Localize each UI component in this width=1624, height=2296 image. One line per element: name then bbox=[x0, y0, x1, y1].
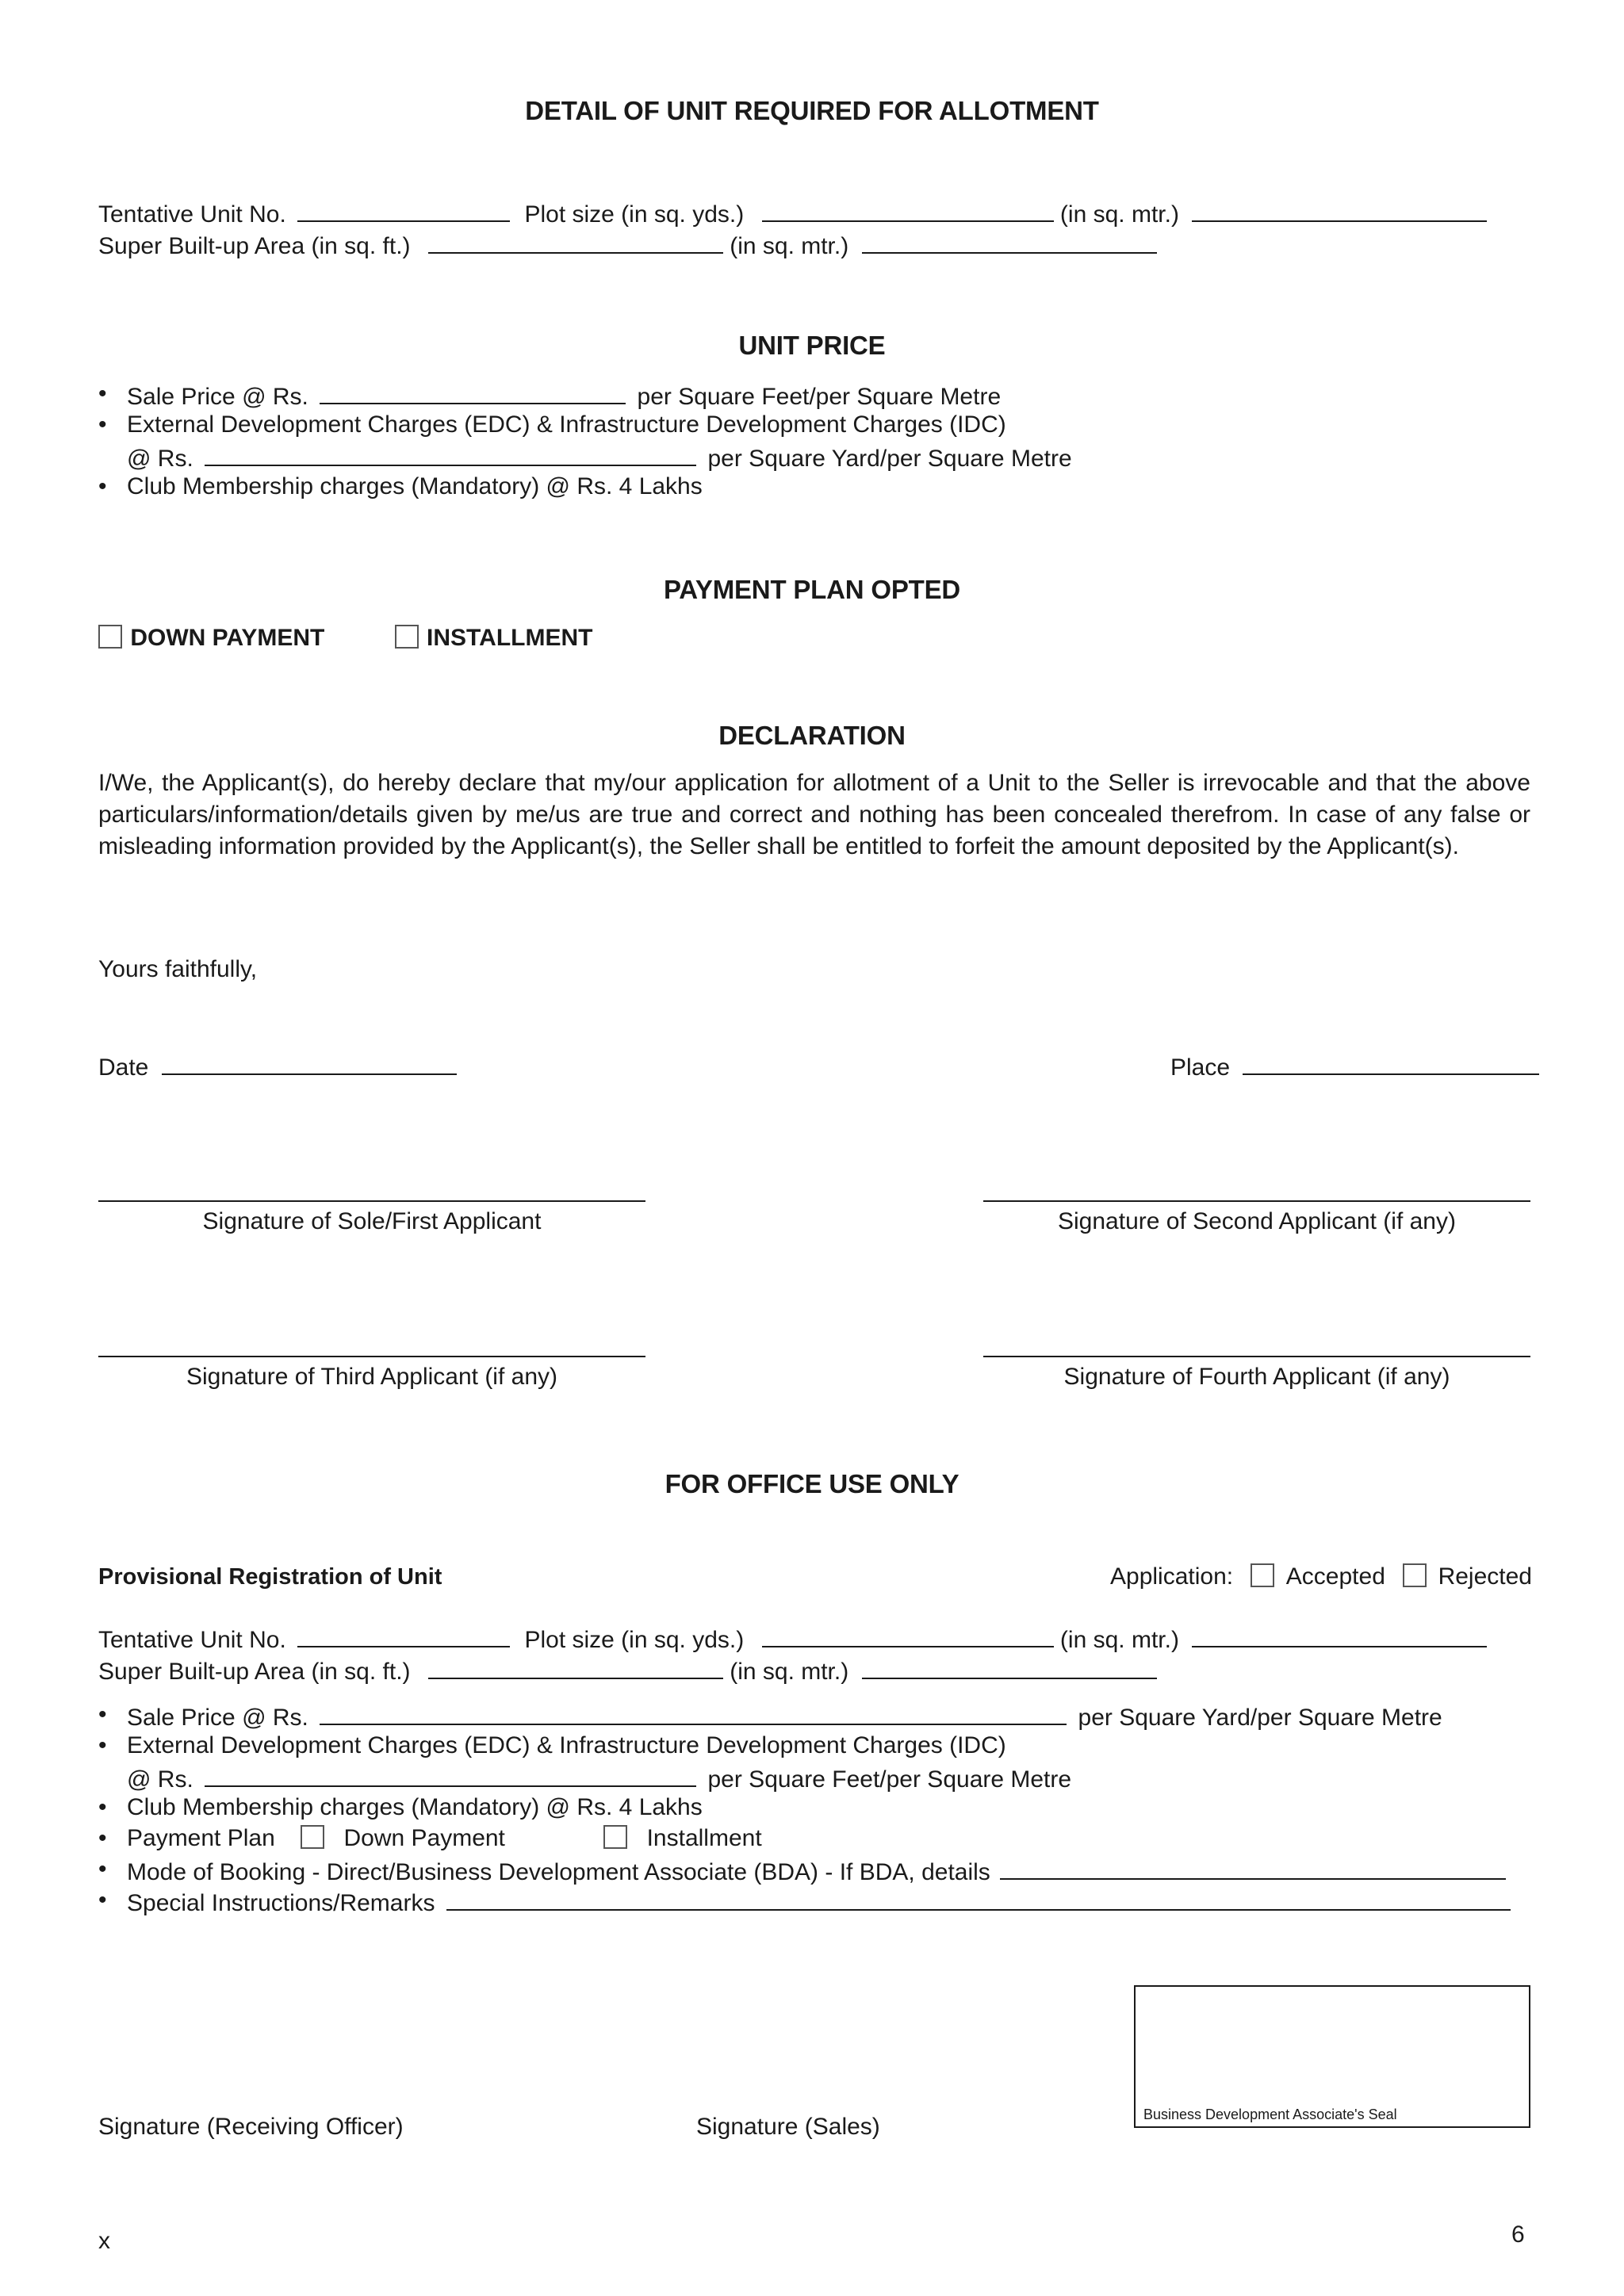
super-built-sqft-field[interactable] bbox=[428, 228, 723, 254]
rejected-label: Rejected bbox=[1438, 1563, 1532, 1590]
installment-checkbox[interactable] bbox=[395, 625, 419, 649]
plot-size-yds-field[interactable] bbox=[762, 197, 1054, 222]
signature-line-fourth[interactable] bbox=[983, 1356, 1530, 1357]
office-sale-price-row bbox=[127, 1700, 1442, 1733]
super-built-mtr-field[interactable] bbox=[862, 228, 1157, 254]
office-detail-row-2 bbox=[98, 1654, 1157, 1687]
detail-row-2 bbox=[98, 228, 1157, 262]
tentative-unit-field[interactable] bbox=[297, 197, 510, 222]
office-sq-mtr-label: (in sq. mtr.) bbox=[1059, 1627, 1179, 1653]
signature-fourth-label: Signature of Fourth Applicant (if any) bbox=[1063, 1364, 1450, 1390]
down-payment-label: DOWN PAYMENT bbox=[130, 625, 325, 651]
declaration-heading: DECLARATION bbox=[718, 721, 906, 750]
sq-mtr-label-2: (in sq. mtr.) bbox=[730, 233, 849, 259]
office-payment-plan-row bbox=[127, 1823, 762, 1854]
office-mode-row bbox=[127, 1854, 1506, 1888]
office-edc-rate-field[interactable] bbox=[205, 1762, 696, 1787]
rejected-checkbox[interactable] bbox=[1403, 1563, 1427, 1587]
office-down-payment-label: Down Payment bbox=[343, 1825, 505, 1851]
office-sale-price-unit: per Square Yard/per Square Metre bbox=[1078, 1705, 1442, 1731]
signature-line-first[interactable] bbox=[98, 1200, 645, 1202]
signature-line-third[interactable] bbox=[98, 1356, 645, 1357]
office-plot-size-mtr-field[interactable] bbox=[1192, 1622, 1487, 1647]
bullet-dot: • bbox=[98, 1856, 107, 1882]
office-payment-plan-label: Payment Plan bbox=[127, 1825, 275, 1851]
installment-label: INSTALLMENT bbox=[427, 625, 593, 651]
super-built-label: Super Built-up Area (in sq. ft.) bbox=[98, 233, 411, 259]
sale-price-field[interactable] bbox=[320, 379, 626, 404]
edc-rs-label: @ Rs. bbox=[127, 446, 193, 472]
date-field[interactable] bbox=[162, 1050, 457, 1075]
office-super-built-mtr-field[interactable] bbox=[862, 1654, 1157, 1679]
bullet-dot: • bbox=[98, 1825, 107, 1851]
declaration-text: I/We, the Applicant(s), do hereby declare that my/our application for allotment of a Unit to the Seller is irrevocable and that the above particulars/information/details given by me/us are true and correct and nothing has been concealed therefrom. In case of any false or misleading information provided by the Applicant(s), the Seller shall be entitled to forfeit the amount deposited by the Applicant(s). bbox=[98, 770, 1530, 859]
sale-price-row bbox=[127, 379, 1001, 412]
footer-mark: x bbox=[98, 2228, 110, 2254]
signature-first-label: Signature of Sole/First Applicant bbox=[202, 1208, 542, 1234]
place-label: Place bbox=[1170, 1054, 1231, 1081]
office-super-built-sqft-field[interactable] bbox=[428, 1654, 723, 1679]
office-down-payment-checkbox[interactable] bbox=[301, 1825, 324, 1849]
plot-size-yds-label: Plot size (in sq. yds.) bbox=[524, 201, 745, 228]
office-edc-rate-row bbox=[127, 1762, 1071, 1795]
sig-receiving-label: Signature (Receiving Officer) bbox=[98, 2114, 404, 2140]
office-club-label: Club Membership charges (Mandatory) @ Rs. 4 Lakhs bbox=[127, 1794, 703, 1820]
office-installment-checkbox[interactable] bbox=[603, 1825, 627, 1849]
detail-row-1 bbox=[98, 197, 1487, 230]
edc-unit: per Square Yard/per Square Metre bbox=[707, 446, 1072, 472]
signature-second-label: Signature of Second Applicant (if any) bbox=[1058, 1208, 1456, 1234]
edc-rate-field[interactable] bbox=[205, 441, 696, 466]
office-plot-size-yds-label: Plot size (in sq. yds.) bbox=[524, 1627, 745, 1653]
tentative-unit-label: Tentative Unit No. bbox=[98, 201, 286, 228]
accepted-label: Accepted bbox=[1285, 1563, 1385, 1590]
accepted-checkbox[interactable] bbox=[1251, 1563, 1274, 1587]
sale-price-unit: per Square Feet/per Square Metre bbox=[637, 384, 1002, 410]
plot-size-mtr-field[interactable] bbox=[1192, 197, 1487, 222]
office-mode-label: Mode of Booking - Direct/Business Development Associate (BDA) - If BDA, details bbox=[127, 1859, 990, 1885]
edc-rate-row bbox=[127, 441, 1072, 474]
down-payment-checkbox[interactable] bbox=[98, 625, 122, 649]
office-mode-field[interactable] bbox=[1000, 1854, 1506, 1880]
office-plot-size-yds-field[interactable] bbox=[762, 1622, 1054, 1647]
office-sale-price-label: Sale Price @ Rs. bbox=[127, 1705, 308, 1731]
payment-plan-options bbox=[98, 623, 592, 653]
bda-seal-label: Business Development Associate's Seal bbox=[1143, 2107, 1397, 2122]
bda-seal-box[interactable] bbox=[1134, 1985, 1530, 2128]
date-row bbox=[98, 1050, 457, 1083]
office-installment-label: Installment bbox=[646, 1825, 762, 1851]
office-special-field[interactable] bbox=[446, 1885, 1511, 1911]
office-super-built-label: Super Built-up Area (in sq. ft.) bbox=[98, 1659, 411, 1685]
date-label: Date bbox=[98, 1054, 149, 1081]
office-sale-price-field[interactable] bbox=[320, 1700, 1067, 1725]
office-detail-row-1 bbox=[98, 1622, 1487, 1655]
page-number: 6 bbox=[1511, 2221, 1525, 2248]
sig-sales-label: Signature (Sales) bbox=[696, 2114, 880, 2140]
bullet-dot: • bbox=[98, 381, 107, 407]
bullet-dot: • bbox=[98, 1794, 107, 1820]
office-tentative-unit-label: Tentative Unit No. bbox=[98, 1627, 286, 1653]
office-edc-unit: per Square Feet/per Square Metre bbox=[707, 1766, 1072, 1793]
provisional-label: Provisional Registration of Unit bbox=[98, 1564, 442, 1590]
place-row bbox=[1170, 1050, 1539, 1083]
club-label: Club Membership charges (Mandatory) @ Rs. 4 Lakhs bbox=[127, 473, 703, 499]
signature-third-label: Signature of Third Applicant (if any) bbox=[186, 1364, 558, 1390]
office-special-row bbox=[127, 1885, 1511, 1919]
unit-price-heading: UNIT PRICE bbox=[738, 331, 886, 360]
application-label: Application: bbox=[1110, 1563, 1234, 1590]
place-field[interactable] bbox=[1243, 1050, 1539, 1075]
bullet-dot: • bbox=[98, 1732, 107, 1758]
sq-mtr-label: (in sq. mtr.) bbox=[1059, 201, 1179, 228]
office-edc-label: External Development Charges (EDC) & Infrastructure Development Charges (IDC) bbox=[127, 1732, 1006, 1758]
bullet-dot: • bbox=[98, 1887, 107, 1913]
application-status-row bbox=[1110, 1562, 1532, 1592]
office-use-heading: FOR OFFICE USE ONLY bbox=[665, 1469, 959, 1498]
bullet-dot: • bbox=[98, 473, 107, 499]
detail-unit-heading: DETAIL OF UNIT REQUIRED FOR ALLOTMENT bbox=[525, 96, 1099, 125]
sale-price-label: Sale Price @ Rs. bbox=[127, 384, 308, 410]
office-sq-mtr-label-2: (in sq. mtr.) bbox=[730, 1659, 849, 1685]
office-tentative-unit-field[interactable] bbox=[297, 1622, 510, 1647]
signature-line-second[interactable] bbox=[983, 1200, 1530, 1202]
office-edc-rs-label: @ Rs. bbox=[127, 1766, 193, 1793]
payment-plan-heading: PAYMENT PLAN OPTED bbox=[663, 575, 961, 604]
closing-text: Yours faithfully, bbox=[98, 956, 258, 982]
office-special-label: Special Instructions/Remarks bbox=[127, 1890, 435, 1916]
bullet-dot: • bbox=[98, 411, 107, 438]
edc-label: External Development Charges (EDC) & Infrastructure Development Charges (IDC) bbox=[127, 411, 1006, 438]
bullet-dot: • bbox=[98, 1701, 107, 1728]
